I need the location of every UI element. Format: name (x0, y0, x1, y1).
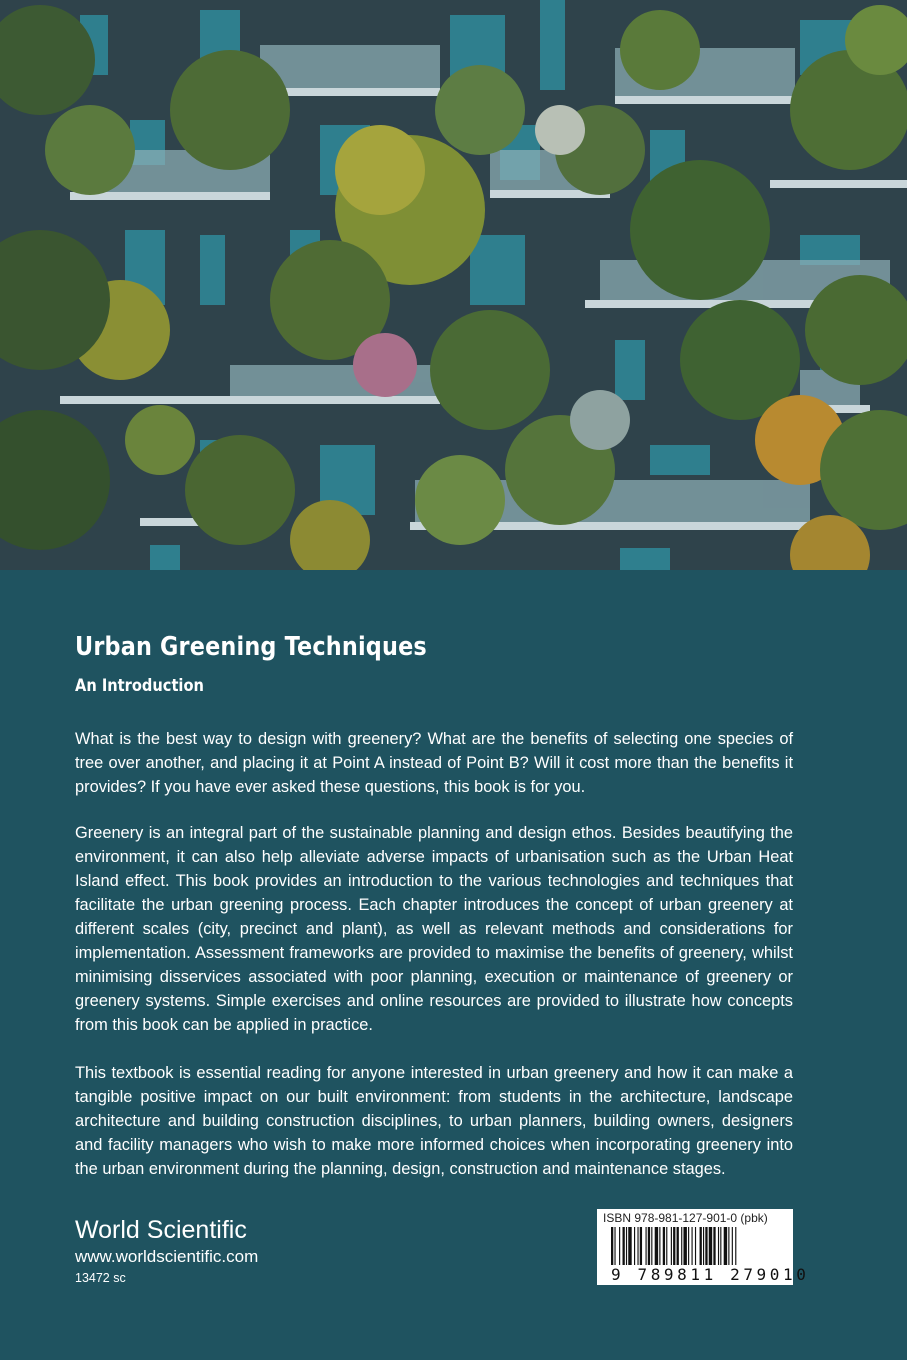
product-code: 13472 sc (75, 1271, 126, 1285)
barcode-bar (640, 1227, 642, 1265)
barcode-bar (688, 1227, 689, 1265)
barcode-bar (626, 1227, 627, 1265)
barcode-bar (705, 1227, 707, 1265)
publisher-url: www.worldscientific.com (75, 1247, 259, 1266)
barcode-bar (623, 1227, 625, 1265)
publisher-name: World Scientific (75, 1216, 247, 1244)
barcode-bar (683, 1227, 686, 1265)
barcode-bar (673, 1227, 675, 1265)
book-title: Urban Greening Techniques (75, 632, 427, 662)
cover-photo-vertical-forest (0, 0, 907, 570)
barcode-bar (732, 1227, 733, 1265)
barcode-bar (671, 1227, 672, 1265)
barcode-bar (713, 1227, 715, 1265)
barcode-bar (611, 1227, 613, 1265)
book-subtitle: An Introduction (75, 676, 204, 696)
barcode-bar (655, 1227, 658, 1265)
barcode-bar (677, 1227, 679, 1265)
description-paragraph-2: Greenery is an integral part of the sustainable planning and design ethos. Besides beautifying the environment, it can also help alleviate adverse impacts of urbanisation such as the Urban Heat Island effect. This book provides an introduction to the various technologies and techniques that facilitate the urban greening process. Each chapter introduces the concept of urban greenery at different scales (city, precinct and plant), as well as relevant methods and considerations for implementation. Assessment frameworks are provided to maximise the benefits of greenery, whilst minimising disservices associated with poor planning, execution or maintenance of greenery or greenery systems. Simple exercises and online resources are provided to illustrate how concepts from this book can be applied in practice. (75, 824, 793, 1034)
barcode-bar (646, 1227, 647, 1265)
barcode-bar (681, 1227, 682, 1265)
barcode-bar (663, 1227, 665, 1265)
isbn-label: ISBN 978-981-127-901-0 (pbk) (603, 1211, 768, 1225)
barcode-bar (724, 1227, 727, 1265)
barcode-bar (628, 1227, 631, 1265)
barcode-bar (619, 1227, 620, 1265)
barcode-bar (666, 1227, 667, 1265)
barcode-bar (720, 1227, 721, 1265)
description-paragraph-3: This textbook is essential reading for anyone interested in urban greenery and how it can make a tangible positive impact on our built environment: from students in the architecture, landscape architecture and building construction disciplines, to urban planners, building owners, designers and facility managers who wish to make more informed choices when incorporating greenery into the urban environment during the planning, design, construction and maintenance stages. (75, 1064, 793, 1178)
barcode-bar (718, 1227, 719, 1265)
barcode-bar (735, 1227, 736, 1265)
barcode-bar (659, 1227, 660, 1265)
barcode-bar (700, 1227, 702, 1265)
barcode-bar (692, 1227, 693, 1265)
isbn-barcode (597, 1209, 810, 1285)
barcode-bar (703, 1227, 704, 1265)
barcode-bar (614, 1227, 615, 1265)
barcode-bar (648, 1227, 650, 1265)
barcode-bar (637, 1227, 638, 1265)
barcode-bar (634, 1227, 635, 1265)
barcode-bar (695, 1227, 696, 1265)
barcode-bar (728, 1227, 729, 1265)
barcode-bar (651, 1227, 652, 1265)
barcode-digits: 9 789811 279010 (611, 1265, 810, 1284)
barcode-bar (709, 1227, 712, 1265)
description-paragraph-1: What is the best way to design with greenery? What are the benefits of selecting one species of tree over another, and placing it at Point A instead of Point B? Will it cost more than the benefits it provides? If you have ever asked these questions, this book is for you. (75, 730, 793, 796)
